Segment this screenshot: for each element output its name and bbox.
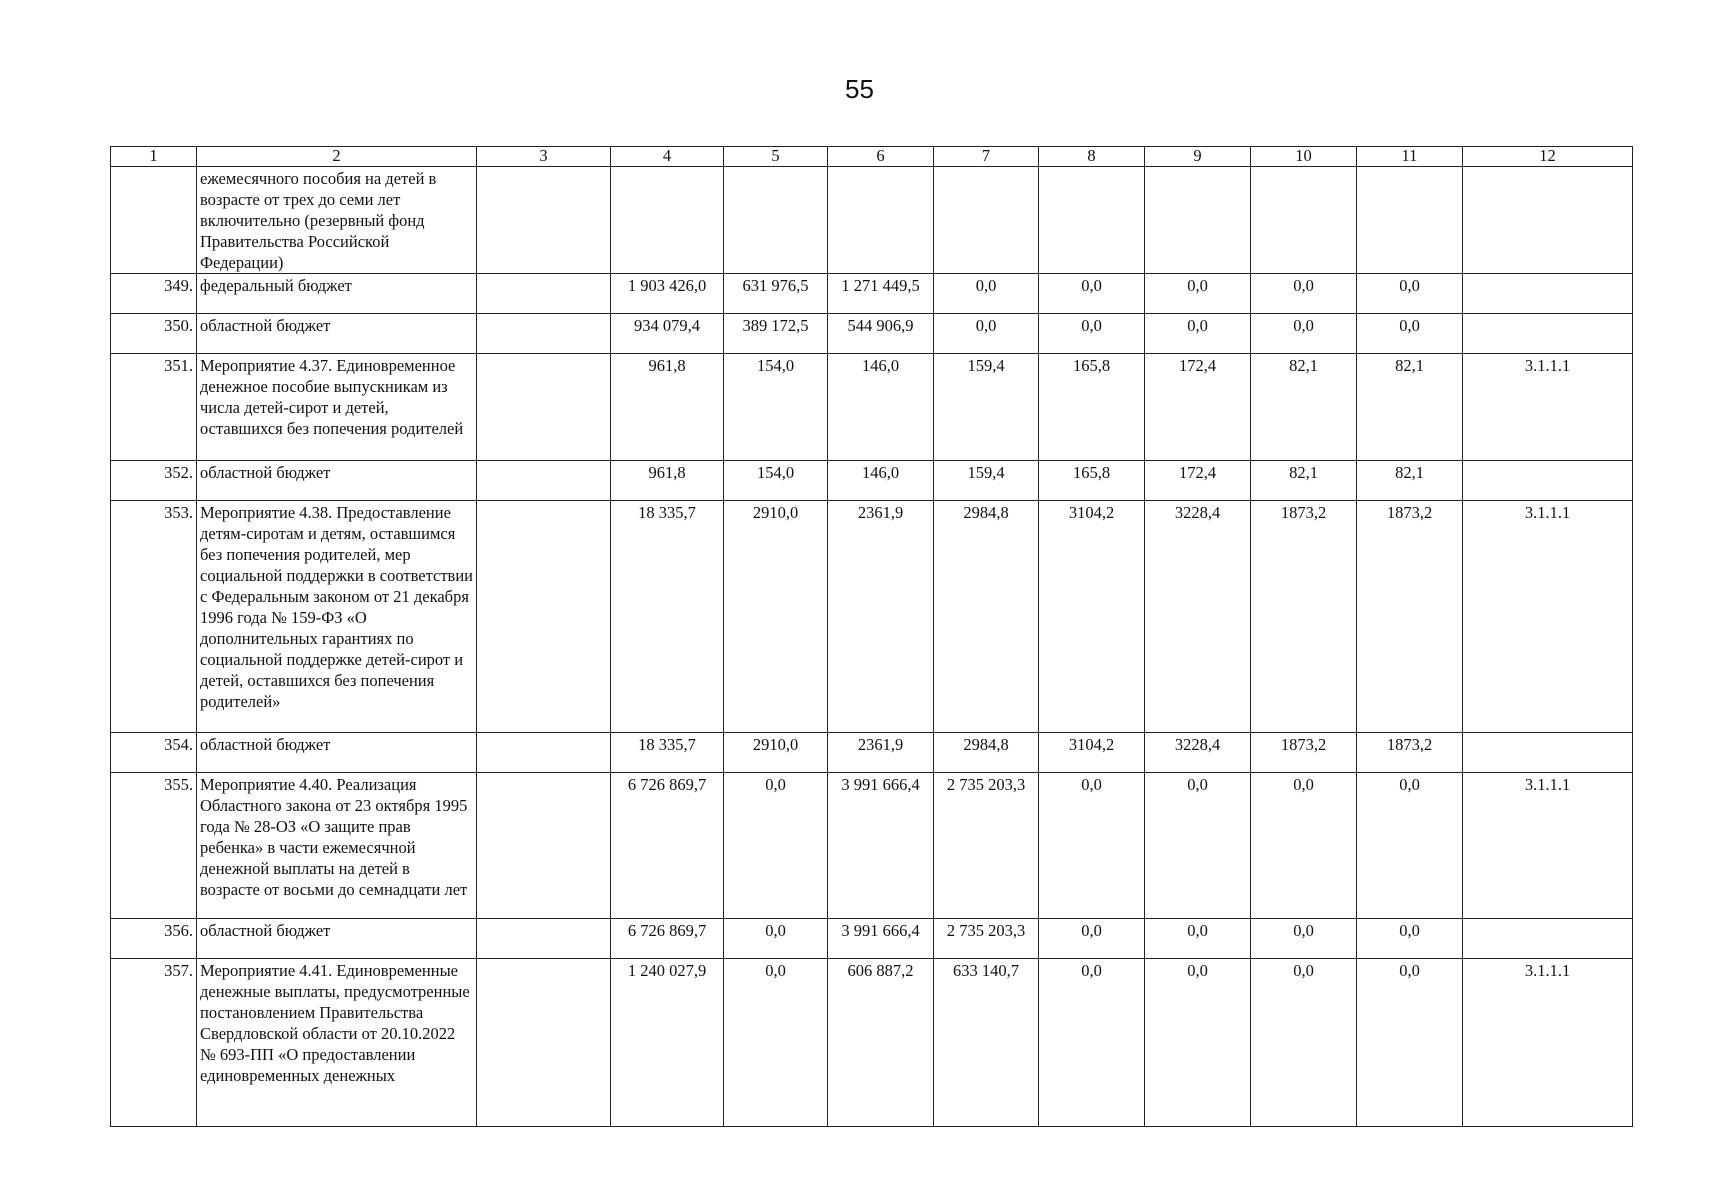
- cell-target-code: [1463, 314, 1633, 354]
- cell-target-code: 3.1.1.1: [1463, 773, 1633, 919]
- cell-col-4: 1 903 426,0: [611, 274, 724, 314]
- cell-target-code: 3.1.1.1: [1463, 959, 1633, 1127]
- cell-col-4: 18 335,7: [611, 733, 724, 773]
- cell-col-9: 172,4: [1145, 354, 1251, 461]
- cell-col-7: 2 735 203,3: [934, 773, 1039, 919]
- row-number: 355.: [111, 773, 197, 919]
- cell-col-4: [611, 167, 724, 274]
- cell-col-4: 6 726 869,7: [611, 919, 724, 959]
- cell-col-11: 82,1: [1357, 461, 1463, 501]
- row-number: 357.: [111, 959, 197, 1127]
- cell-col-3: [477, 733, 611, 773]
- cell-target-code: [1463, 461, 1633, 501]
- column-header: 10: [1251, 147, 1357, 167]
- cell-col-5: 0,0: [724, 773, 828, 919]
- cell-col-4: 18 335,7: [611, 501, 724, 733]
- row-number: 351.: [111, 354, 197, 461]
- cell-col-10: 82,1: [1251, 354, 1357, 461]
- cell-col-11: 1873,2: [1357, 501, 1463, 733]
- cell-col-5: 154,0: [724, 354, 828, 461]
- cell-col-5: [724, 167, 828, 274]
- cell-col-5: 389 172,5: [724, 314, 828, 354]
- cell-col-6: 606 887,2: [828, 959, 934, 1127]
- row-description: областной бюджет: [197, 461, 477, 501]
- column-header: 8: [1039, 147, 1145, 167]
- cell-col-7: 2984,8: [934, 733, 1039, 773]
- cell-col-8: 0,0: [1039, 959, 1145, 1127]
- cell-col-7: 0,0: [934, 314, 1039, 354]
- cell-col-5: 0,0: [724, 919, 828, 959]
- table-row: [111, 919, 1633, 959]
- cell-col-11: 0,0: [1357, 274, 1463, 314]
- table-row: [111, 274, 1633, 314]
- column-header: 11: [1357, 147, 1463, 167]
- cell-col-10: 0,0: [1251, 274, 1357, 314]
- cell-target-code: [1463, 167, 1633, 274]
- cell-col-10: 82,1: [1251, 461, 1357, 501]
- cell-col-10: 0,0: [1251, 314, 1357, 354]
- table-row: [111, 461, 1633, 501]
- row-number: 356.: [111, 919, 197, 959]
- row-number: 350.: [111, 314, 197, 354]
- cell-col-11: 82,1: [1357, 354, 1463, 461]
- column-header: 5: [724, 147, 828, 167]
- row-number: 349.: [111, 274, 197, 314]
- row-description: областной бюджет: [197, 314, 477, 354]
- cell-col-7: 159,4: [934, 354, 1039, 461]
- cell-col-3: [477, 354, 611, 461]
- cell-col-8: [1039, 167, 1145, 274]
- cell-col-7: 2984,8: [934, 501, 1039, 733]
- row-description: Мероприятие 4.40. Реализация Областного закона от 23 октября 1995 года № 28-ОЗ «О защите прав ребенка» в части ежемесячной денежной выплаты на детей в возрасте от восьми до семнадцати лет: [197, 773, 477, 919]
- cell-col-6: 3 991 666,4: [828, 919, 934, 959]
- cell-target-code: 3.1.1.1: [1463, 354, 1633, 461]
- column-header: 1: [111, 147, 197, 167]
- cell-col-9: 0,0: [1145, 959, 1251, 1127]
- header-row: [111, 147, 1633, 167]
- cell-col-5: 631 976,5: [724, 274, 828, 314]
- cell-col-6: [828, 167, 934, 274]
- cell-col-3: [477, 314, 611, 354]
- row-number: 354.: [111, 733, 197, 773]
- column-header: 9: [1145, 147, 1251, 167]
- cell-col-4: 1 240 027,9: [611, 959, 724, 1127]
- table-row: [111, 501, 1633, 733]
- cell-col-11: 0,0: [1357, 773, 1463, 919]
- cell-col-11: 0,0: [1357, 314, 1463, 354]
- table-row: [111, 167, 1633, 274]
- cell-col-3: [477, 773, 611, 919]
- cell-col-5: 2910,0: [724, 733, 828, 773]
- cell-col-8: 165,8: [1039, 354, 1145, 461]
- cell-col-10: 1873,2: [1251, 733, 1357, 773]
- cell-col-8: 3104,2: [1039, 501, 1145, 733]
- cell-col-3: [477, 274, 611, 314]
- cell-col-10: 1873,2: [1251, 501, 1357, 733]
- row-description: Мероприятие 4.41. Единовременные денежные выплаты, предусмотренные постановлением Правительства Свердловской области от 20.10.2022 № 693-ПП «О предоставлении единовременных денежных: [197, 959, 477, 1127]
- cell-col-11: 1873,2: [1357, 733, 1463, 773]
- cell-col-4: 961,8: [611, 354, 724, 461]
- cell-col-10: 0,0: [1251, 959, 1357, 1127]
- cell-col-6: 146,0: [828, 354, 934, 461]
- cell-col-5: 2910,0: [724, 501, 828, 733]
- cell-col-4: 6 726 869,7: [611, 773, 724, 919]
- cell-target-code: 3.1.1.1: [1463, 501, 1633, 733]
- table-row: [111, 354, 1633, 461]
- row-description: федеральный бюджет: [197, 274, 477, 314]
- cell-col-7: 2 735 203,3: [934, 919, 1039, 959]
- cell-col-5: 0,0: [724, 959, 828, 1127]
- row-description: Мероприятие 4.37. Единовременное денежное пособие выпускникам из числа детей-сирот и детей, оставшихся без попечения родителей: [197, 354, 477, 461]
- cell-col-8: 165,8: [1039, 461, 1145, 501]
- cell-col-8: 0,0: [1039, 919, 1145, 959]
- column-header: 2: [197, 147, 477, 167]
- table-row: [111, 733, 1633, 773]
- cell-col-6: 146,0: [828, 461, 934, 501]
- column-header: 6: [828, 147, 934, 167]
- table-row: [111, 959, 1633, 1127]
- cell-col-7: [934, 167, 1039, 274]
- cell-col-10: 0,0: [1251, 919, 1357, 959]
- cell-col-3: [477, 461, 611, 501]
- cell-col-8: 0,0: [1039, 773, 1145, 919]
- cell-col-3: [477, 167, 611, 274]
- cell-col-6: 3 991 666,4: [828, 773, 934, 919]
- cell-col-10: 0,0: [1251, 773, 1357, 919]
- cell-col-3: [477, 959, 611, 1127]
- cell-col-10: [1251, 167, 1357, 274]
- cell-col-9: 3228,4: [1145, 733, 1251, 773]
- cell-col-8: 0,0: [1039, 314, 1145, 354]
- cell-col-9: 3228,4: [1145, 501, 1251, 733]
- cell-col-8: 3104,2: [1039, 733, 1145, 773]
- cell-col-9: [1145, 167, 1251, 274]
- row-number: 353.: [111, 501, 197, 733]
- cell-col-7: 0,0: [934, 274, 1039, 314]
- cell-col-11: 0,0: [1357, 959, 1463, 1127]
- cell-col-7: 159,4: [934, 461, 1039, 501]
- column-header: 4: [611, 147, 724, 167]
- cell-col-11: 0,0: [1357, 919, 1463, 959]
- row-description: областной бюджет: [197, 919, 477, 959]
- table-row: [111, 314, 1633, 354]
- cell-target-code: [1463, 733, 1633, 773]
- cell-col-9: 0,0: [1145, 274, 1251, 314]
- cell-col-5: 154,0: [724, 461, 828, 501]
- cell-col-4: 934 079,4: [611, 314, 724, 354]
- cell-col-9: 172,4: [1145, 461, 1251, 501]
- row-description: Мероприятие 4.38. Предоставление детям-сиротам и детям, оставшимся без попечения родителей, мер социальной поддержки в соответствии с Федеральным законом от 21 декабря 1996 года № 159-ФЗ «О дополнительных гарантиях по социальной поддержке детей-сирот и детей, оставшихся без попечения родителей»: [197, 501, 477, 733]
- cell-col-6: 2361,9: [828, 733, 934, 773]
- cell-col-3: [477, 919, 611, 959]
- cell-col-3: [477, 501, 611, 733]
- cell-col-6: 2361,9: [828, 501, 934, 733]
- row-description: областной бюджет: [197, 733, 477, 773]
- cell-col-11: [1357, 167, 1463, 274]
- column-header: 7: [934, 147, 1039, 167]
- cell-col-9: 0,0: [1145, 314, 1251, 354]
- cell-col-8: 0,0: [1039, 274, 1145, 314]
- cell-col-6: 1 271 449,5: [828, 274, 934, 314]
- page-number: 55: [845, 74, 874, 104]
- table-row: [111, 773, 1633, 919]
- cell-col-9: 0,0: [1145, 773, 1251, 919]
- cell-col-6: 544 906,9: [828, 314, 934, 354]
- row-description: ежемесячного пособия на детей в возрасте от трех до семи лет включительно (резервный фонд Правительства Российской Федерации): [197, 167, 477, 274]
- row-number: [111, 167, 197, 274]
- cell-target-code: [1463, 274, 1633, 314]
- column-header: 3: [477, 147, 611, 167]
- column-header: 12: [1463, 147, 1633, 167]
- cell-col-9: 0,0: [1145, 919, 1251, 959]
- cell-target-code: [1463, 919, 1633, 959]
- cell-col-4: 961,8: [611, 461, 724, 501]
- budget-table: [110, 146, 1633, 1127]
- row-number: 352.: [111, 461, 197, 501]
- cell-col-7: 633 140,7: [934, 959, 1039, 1127]
